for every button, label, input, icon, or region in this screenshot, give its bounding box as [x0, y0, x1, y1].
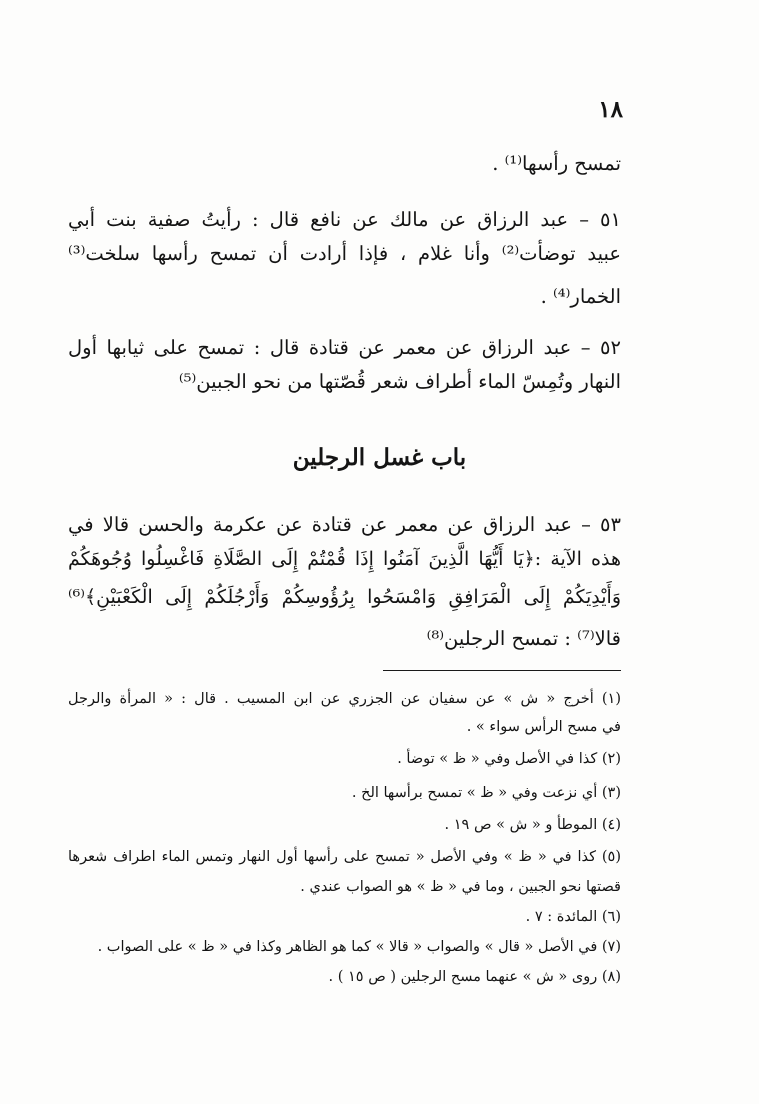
footnote-divider — [383, 670, 621, 671]
text-line-4: الخمار⁽⁴⁾ . — [540, 285, 621, 308]
footnote-line-9: (٧) في الأصل « قال » والصواب « قالا » كما هو الظاهر وكذا في « ظ » على الصواب . — [97, 939, 621, 955]
text-line-8: هذه الآية :﴿يَا أَيُّهَا الَّذِينَ آمَنُوا إِذَا قُمْتُمْ إِلَى الصَّلَاةِ فَاغْسِلُوا وُجُوهَكُمْ — [68, 548, 621, 570]
footnote-line-2: في مسح الرأس سواء » . — [466, 719, 621, 735]
text-line-1: تمسح رأسها⁽¹⁾ . — [492, 152, 621, 175]
footnote-line-6: (٥) كذا في « ظ » وفي الأصل « تمسح على رأسها أول النهار وتمس الماء اطراف شعرها — [68, 849, 621, 865]
text-line-9: وَأَيْدِيَكُمْ إِلَى الْمَرَافِقِ وَامْسَحُوا بِرُؤُوسِكُمْ وَأَرْجُلَكُمْ إِلَى الْكَعْبَيْنِ﴾⁽⁶⁾ — [68, 586, 621, 608]
footnote-line-10: (٨) روى « ش » عنهما مسح الرجلين ( ص ١٥ ) . — [328, 969, 621, 985]
footnote-line-3: (٢) كذا في الأصل وفي « ظ » توضأ . — [397, 751, 621, 767]
text-line-2: ٥١ – عبد الرزاق عن مالك عن نافع قال : رأيتُ صفية بنت أبي — [68, 208, 621, 231]
text-line-10: قالا⁽⁷⁾ : تمسح الرجلين⁽⁸⁾ — [426, 627, 621, 650]
footnote-line-7: قصتها نحو الجبين ، وما في « ظ » هو الصواب عندي . — [300, 879, 621, 895]
footnote-line-1: (١) أخرج « ش » عن سفيان عن الجزري عن ابن المسيب . قال : « المرأة والرجل — [68, 691, 621, 707]
footnote-line-8: (٦) المائدة : ٧ . — [525, 909, 621, 925]
section-heading: باب غسل الرجلين — [292, 444, 467, 471]
text-line-7: ٥٣ – عبد الرزاق عن معمر عن قتادة عن عكرمة والحسن قالا في — [68, 513, 621, 536]
text-line-5: ٥٢ – عبد الرزاق عن معمر عن قتادة قال : تمسح على ثيابها أول — [68, 336, 621, 359]
text-line-6: النهار وتُمِسّ الماء أطراف شعر قُصّتها من نحو الجبين⁽⁵⁾ — [178, 370, 621, 393]
text-line-3: عبيد توضأت⁽²⁾ وأنا غلام ، فإذا أرادت أن تمسح رأسها سلخت⁽³⁾ — [68, 242, 621, 265]
page-number: ١٨ — [598, 96, 623, 123]
footnote-line-5: (٤) الموطأ و « ش » ص ١٩ . — [444, 817, 621, 833]
footnote-line-4: (٣) أي نزعت وفي « ظ » تمسح برأسها الخ . — [351, 785, 621, 801]
